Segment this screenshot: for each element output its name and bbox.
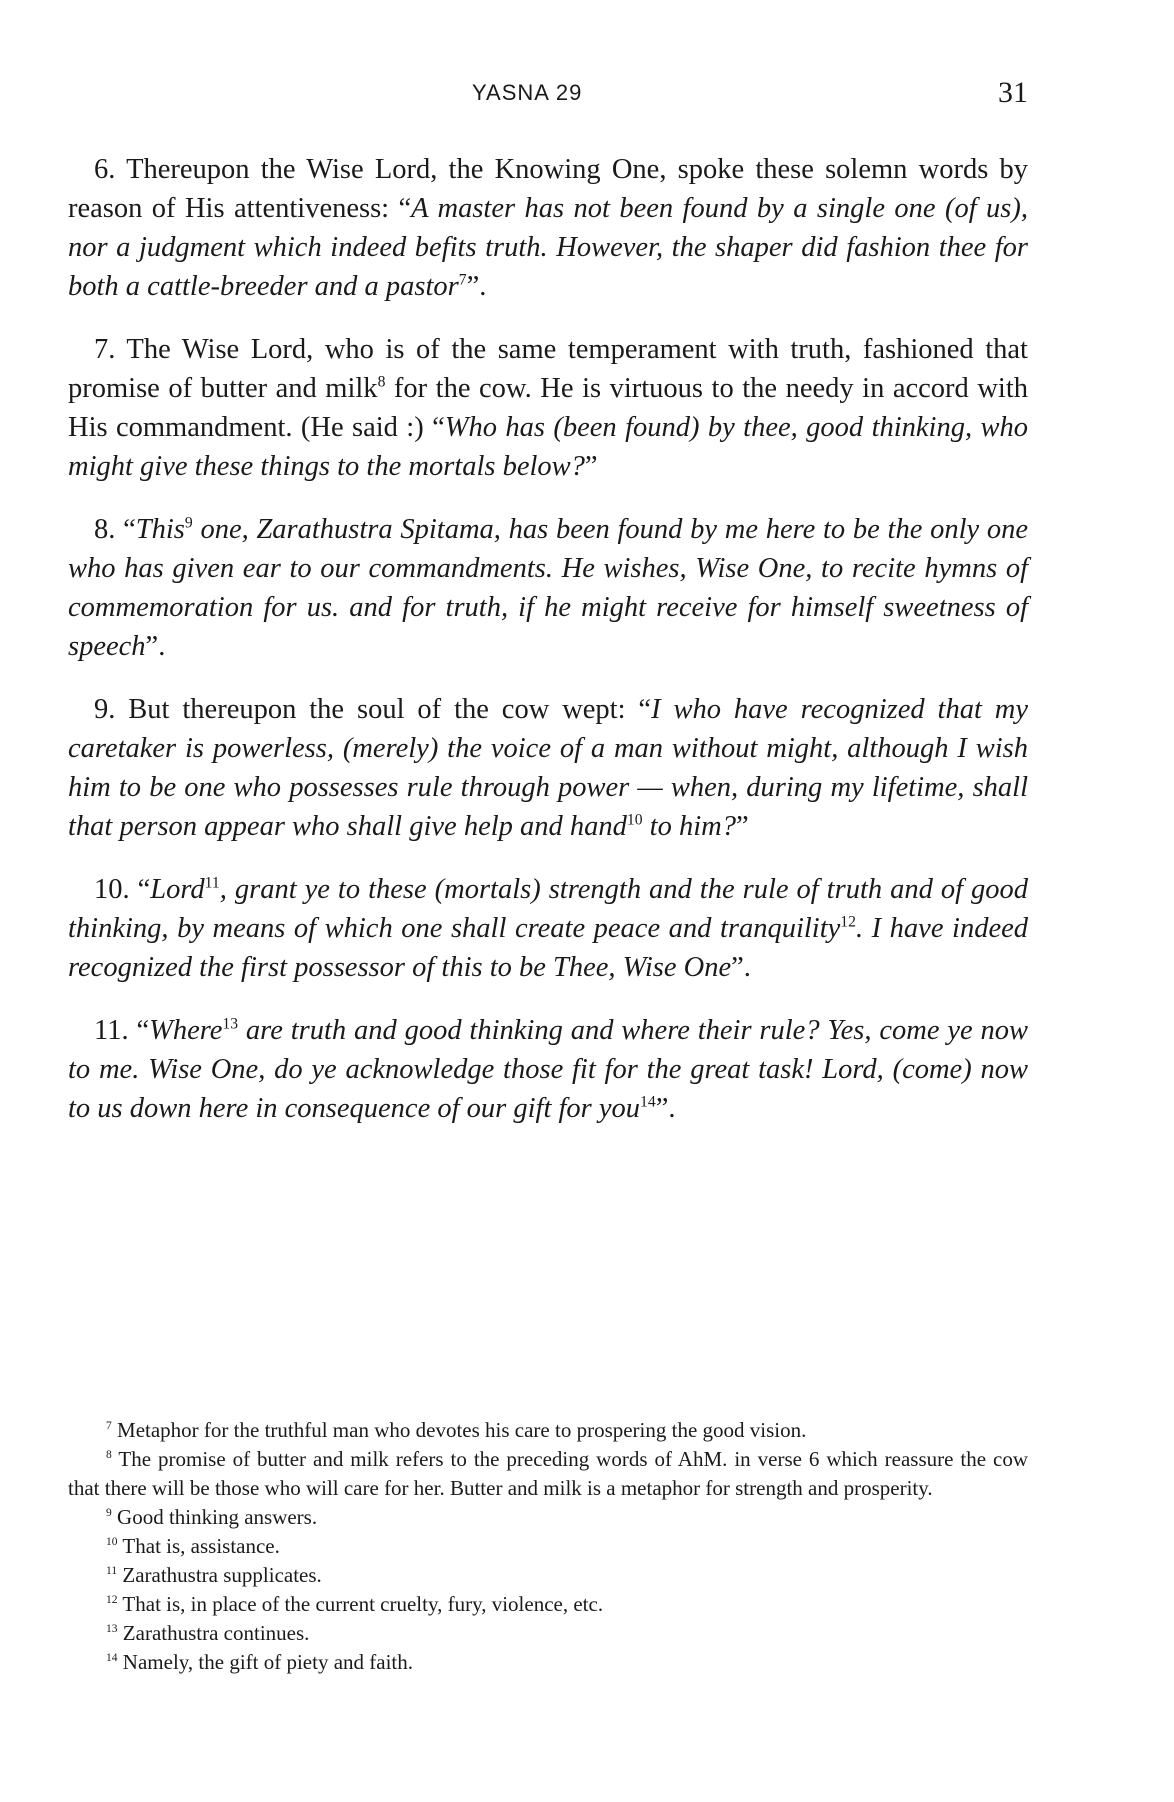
footnote-mark: 8 bbox=[106, 1449, 112, 1461]
verse-speech: one, Zarathustra Spitama, has been found by me here to be the only one who has given ear to our commandments. He wishes, Wise One, to recite hymns of commemoration for us. and for truth, if he might receive for himself sweetness of speech bbox=[68, 514, 1029, 662]
verse-speech: , grant ye to these (mortals) strength and the rule of truth and of good thinking, by means of which one shall create peace and tranquility bbox=[68, 874, 1029, 944]
footnote-mark: 12 bbox=[106, 1594, 118, 1606]
footnote-ref[interactable]: 14 bbox=[640, 1093, 656, 1111]
footnote-13 bbox=[68, 1619, 1028, 1648]
footnote-text: Zarathustra supplicates. bbox=[122, 1563, 322, 1587]
footnote-text: Namely, the gift of piety and faith. bbox=[122, 1650, 414, 1674]
verse-6 bbox=[68, 150, 1028, 306]
footnote-text: Metaphor for the truthful man who devotes his care to prospering the good vision. bbox=[117, 1418, 807, 1442]
verse-speech: to him? bbox=[642, 811, 736, 842]
verse-lead: Thereupon the Wise Lord, the Knowing One, spoke these solemn words by reason of His attentiveness: “ bbox=[68, 154, 1028, 224]
verse-tail: ”. bbox=[731, 952, 751, 983]
verse-tail: ” bbox=[584, 451, 598, 482]
verse-tail: ” bbox=[735, 811, 749, 842]
verse-number: 9. bbox=[94, 694, 116, 725]
verse-11 bbox=[68, 1011, 1028, 1128]
verse-lead: “ bbox=[137, 874, 151, 905]
verse-speech: A master has not been found by a single one (of us), nor a judgment which indeed befits truth. However, the shaper did fashion thee for both a cattle-breeder and a pastor bbox=[68, 193, 1028, 302]
footnote-mark: 7 bbox=[106, 1420, 112, 1432]
verse-middle: for the cow. He is virtuous to the needy in accord with His commandment. (He said :) “ bbox=[68, 373, 1028, 443]
verse-speech: . I have indeed recognized the first possessor of this to be Thee, Wise One bbox=[68, 913, 1028, 983]
verse-10 bbox=[68, 870, 1028, 987]
footnote-text: Good thinking answers. bbox=[117, 1505, 318, 1529]
verse-speech: are truth and good thinking and where their rule? Yes, come ye now to me. Wise One, do ye acknowledge those fit for the great task! Lord, (come) now to us down here in consequence of our gift for you bbox=[68, 1015, 1029, 1124]
verse-lead: But thereupon the soul of the cow wept: “ bbox=[128, 694, 652, 725]
verse-number: 8. bbox=[94, 514, 116, 545]
footnote-14 bbox=[68, 1648, 1028, 1677]
verse-tail: ”. bbox=[466, 271, 487, 302]
footnote-mark: 13 bbox=[106, 1623, 118, 1635]
verse-speech: Where bbox=[149, 1015, 223, 1046]
footnote-ref[interactable]: 11 bbox=[204, 874, 220, 892]
footnote-mark: 14 bbox=[106, 1652, 118, 1664]
footnote-text: Zarathustra continues. bbox=[122, 1621, 310, 1645]
body-text bbox=[68, 150, 1028, 1152]
verse-number: 6. bbox=[94, 154, 116, 185]
footnote-12 bbox=[68, 1590, 1028, 1619]
verse-speech: Who has (been found) by thee, good thinking, who might give these things to the mortals below? bbox=[68, 412, 1029, 482]
verse-speech: This bbox=[135, 514, 185, 545]
footnote-ref[interactable]: 9 bbox=[184, 514, 193, 532]
verse-number: 7. bbox=[94, 334, 116, 365]
verse-speech: I who have recognized that my caretaker is powerless, (merely) the voice of a man without might, although I wish him to be one who possesses rule through power — when, during my lifetime, shall that person appear who shall give help and hand bbox=[68, 694, 1029, 842]
footnote-7 bbox=[68, 1416, 1028, 1445]
verse-tail: ”. bbox=[655, 1093, 676, 1124]
footnote-11 bbox=[68, 1561, 1028, 1590]
footnote-ref[interactable]: 7 bbox=[458, 271, 467, 289]
verse-number: 11. bbox=[94, 1015, 129, 1046]
verse-lead: “ bbox=[123, 514, 136, 545]
running-head bbox=[68, 76, 1028, 120]
verse-tail: ”. bbox=[145, 631, 166, 662]
footnote-ref[interactable]: 12 bbox=[840, 913, 856, 931]
footnotes bbox=[68, 1416, 1028, 1677]
verse-speech: Lord bbox=[150, 874, 205, 905]
verse-number: 10. bbox=[94, 874, 130, 905]
footnote-10 bbox=[68, 1532, 1028, 1561]
footnote-ref[interactable]: 10 bbox=[626, 811, 643, 829]
footnote-mark: 10 bbox=[106, 1536, 118, 1548]
footnote-ref[interactable]: 13 bbox=[222, 1015, 239, 1033]
verse-9 bbox=[68, 690, 1028, 846]
footnote-ref[interactable]: 8 bbox=[377, 373, 386, 391]
verse-lead: The Wise Lord, who is of the same temperament with truth, fashioned that promise of butter and milk bbox=[68, 334, 1028, 404]
running-title: YASNA 29 bbox=[472, 80, 583, 105]
footnote-mark: 9 bbox=[106, 1507, 112, 1519]
footnote-9 bbox=[68, 1503, 1028, 1532]
verse-8 bbox=[68, 510, 1028, 666]
footnote-text: That is, assistance. bbox=[122, 1534, 280, 1558]
footnote-text: That is, in place of the current cruelty, fury, violence, etc. bbox=[122, 1592, 604, 1616]
page bbox=[68, 0, 1028, 1802]
page-number: 31 bbox=[998, 76, 1028, 109]
footnote-mark: 11 bbox=[106, 1565, 118, 1577]
verse-lead: “ bbox=[136, 1015, 150, 1046]
footnote-8 bbox=[68, 1445, 1028, 1503]
footnote-text: The promise of butter and milk refers to the preceding words of AhM. in verse 6 which reassure the cow that there will be those who will care for her. Butter and milk is a metaphor for strength and prosperity. bbox=[68, 1447, 1029, 1500]
verse-7 bbox=[68, 330, 1028, 486]
